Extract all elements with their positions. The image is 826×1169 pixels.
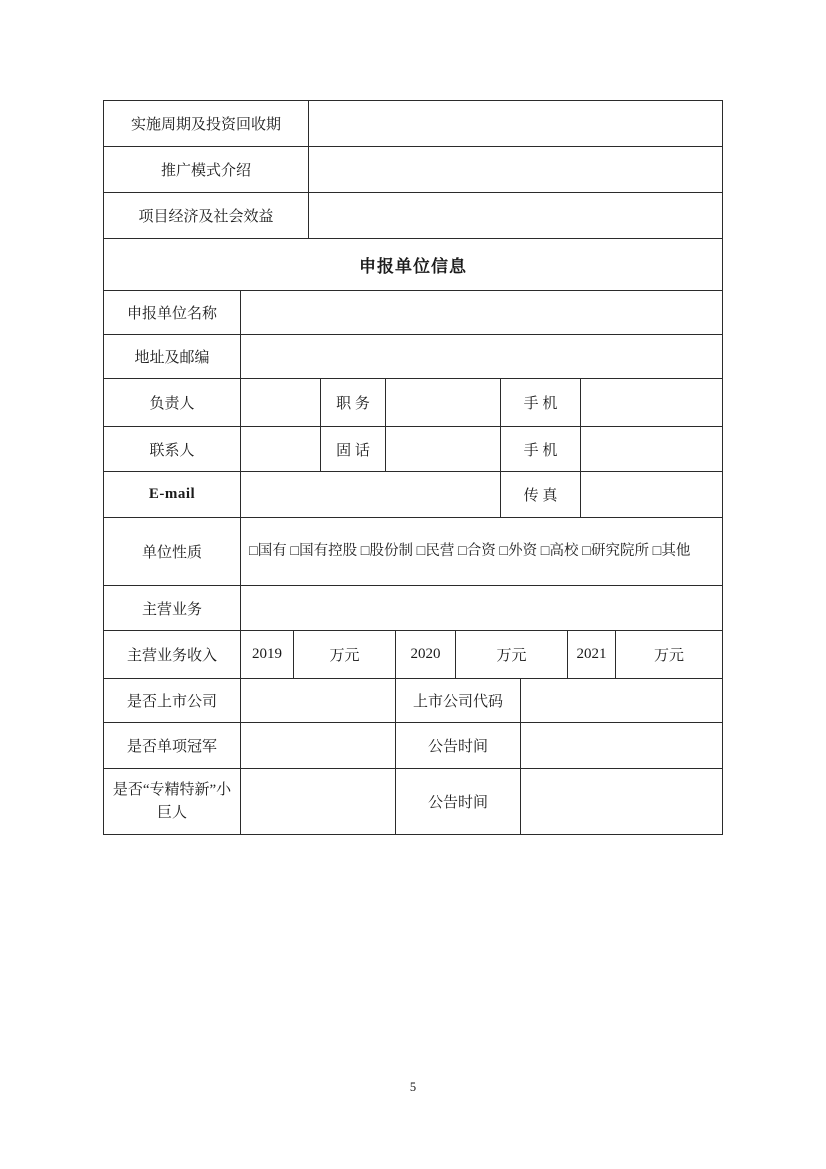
table-row (104, 427, 722, 472)
field-announcement-time-1 (521, 723, 722, 769)
field-unit-name (241, 291, 722, 335)
label-address-zip: 地址及邮编 (104, 335, 241, 379)
application-form-table (103, 100, 723, 835)
field-is-single-champion (241, 723, 396, 769)
table-row (104, 239, 722, 291)
field-announcement-time-2 (521, 769, 722, 834)
field-mobile-2 (581, 427, 722, 472)
label-implementation-period: 实施周期及投资回收期 (104, 101, 309, 147)
field-mobile-1 (581, 379, 722, 427)
table-row (104, 631, 722, 679)
label-fax: 传 真 (501, 472, 581, 518)
table-row (104, 472, 722, 518)
field-main-business (241, 586, 722, 631)
table-row (104, 101, 722, 147)
field-address-zip (241, 335, 722, 379)
label-is-listed-company: 是否上市公司 (104, 679, 241, 723)
table-row (104, 723, 722, 769)
table-row (104, 518, 722, 586)
label-unit-name: 申报单位名称 (104, 291, 241, 335)
label-email: E-mail (104, 472, 241, 518)
year-2021: 2021 (568, 631, 616, 679)
year-2019: 2019 (241, 631, 294, 679)
field-position (386, 379, 501, 427)
label-main-business: 主营业务 (104, 586, 241, 631)
label-mobile-2: 手 机 (501, 427, 581, 472)
label-contact-person: 联系人 (104, 427, 241, 472)
label-landline: 固 话 (321, 427, 386, 472)
field-contact-person (241, 427, 321, 472)
unit-wan-yuan-1: 万元 (294, 631, 396, 679)
label-economic-social-benefit: 项目经济及社会效益 (104, 193, 309, 239)
label-listed-company-code: 上市公司代码 (396, 679, 521, 723)
field-person-in-charge (241, 379, 321, 427)
label-main-business-income: 主营业务收入 (104, 631, 241, 679)
label-is-single-champion: 是否单项冠军 (104, 723, 241, 769)
table-row (104, 291, 722, 335)
table-row (104, 679, 722, 723)
table-row (104, 586, 722, 631)
field-fax (581, 472, 722, 518)
table-row (104, 335, 722, 379)
field-listed-company-code (521, 679, 722, 723)
label-promotion-mode: 推广模式介绍 (104, 147, 309, 193)
section-header-unit-info: 申报单位信息 (104, 239, 722, 291)
table-row (104, 147, 722, 193)
label-is-little-giant: 是否“专精特新”小巨人 (104, 769, 241, 834)
field-landline (386, 427, 501, 472)
label-position: 职 务 (321, 379, 386, 427)
label-mobile-1: 手 机 (501, 379, 581, 427)
table-row (104, 769, 722, 834)
field-is-listed-company (241, 679, 396, 723)
label-announcement-time-1: 公告时间 (396, 723, 521, 769)
field-promotion-mode (309, 147, 722, 193)
unit-nature-options: □国有 □国有控股 □股份制 □民营 □合资 □外资 □高校 □研究院所 □其他 (241, 518, 722, 586)
field-implementation-period (309, 101, 722, 147)
unit-wan-yuan-3: 万元 (616, 631, 722, 679)
label-announcement-time-2: 公告时间 (396, 769, 521, 834)
table-row (104, 379, 722, 427)
table-row (104, 193, 722, 239)
label-unit-nature: 单位性质 (104, 518, 241, 586)
page-number: 5 (409, 1080, 417, 1094)
year-2020: 2020 (396, 631, 456, 679)
label-person-in-charge: 负责人 (104, 379, 241, 427)
field-economic-social-benefit (309, 193, 722, 239)
field-is-little-giant (241, 769, 396, 834)
unit-wan-yuan-2: 万元 (456, 631, 568, 679)
field-email (241, 472, 501, 518)
